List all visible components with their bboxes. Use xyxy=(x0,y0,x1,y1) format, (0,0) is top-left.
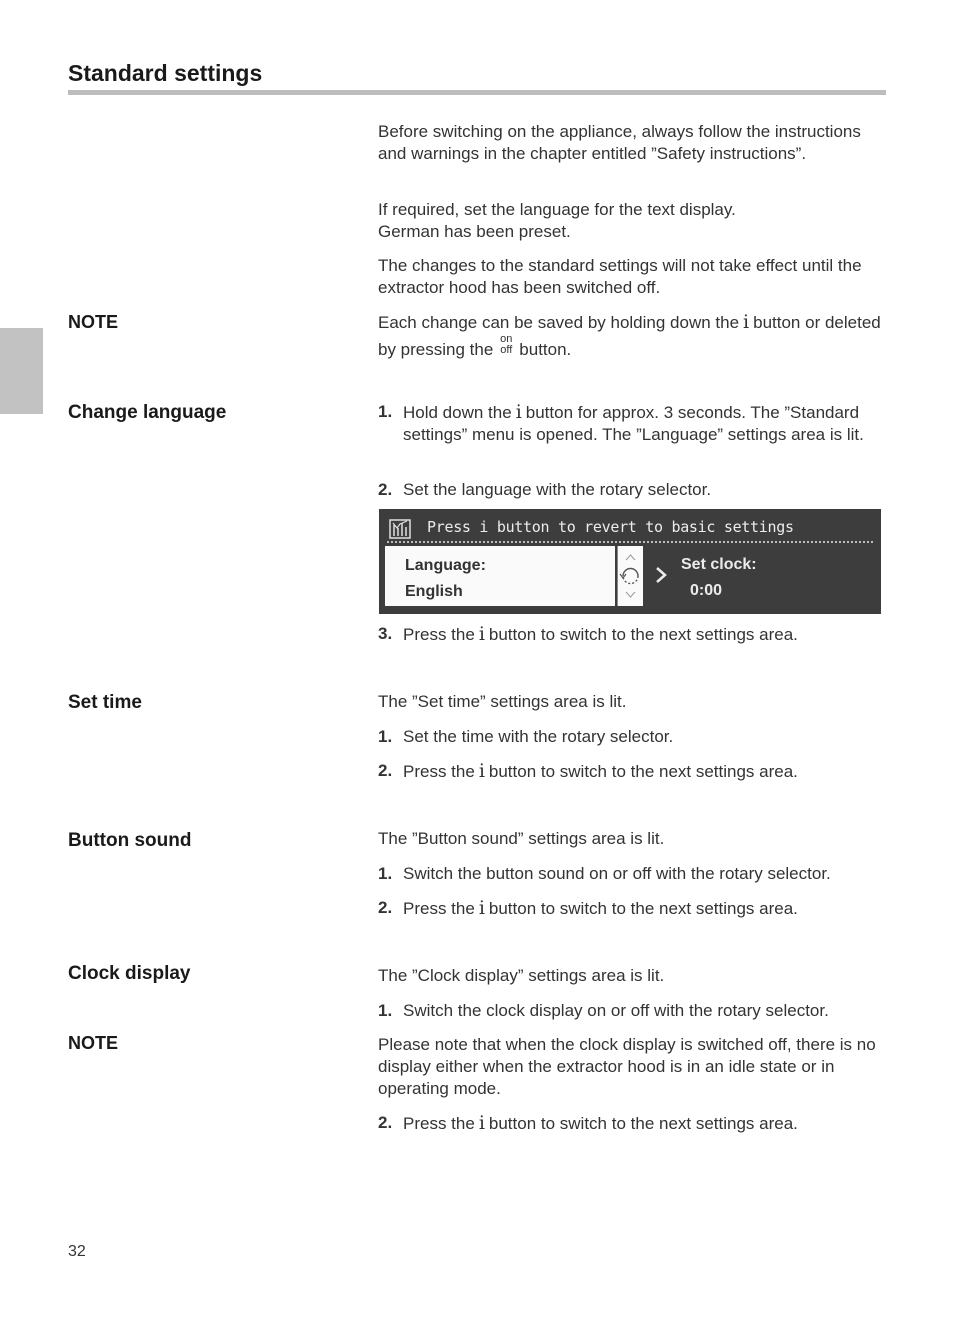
step-number: 2. xyxy=(378,1113,393,1132)
info-button-icon: i xyxy=(478,623,485,645)
note-save-delete xyxy=(378,311,888,361)
step-text-a: Press the xyxy=(403,899,475,918)
note-text-b: button or deleted by pressing the xyxy=(378,313,881,359)
set-time-step-1 xyxy=(378,726,888,748)
set-time-intro: The ”Set time” settings area is lit. xyxy=(378,692,627,711)
intro-safety-paragraph: Before switching on the appliance, always follow the instructions and warnings in the chapter entitled ”Safety instructions”. xyxy=(378,122,861,163)
step-text-b: button to switch to the next settings area. xyxy=(488,625,798,644)
settings-icon xyxy=(389,519,411,539)
language-label: Language: xyxy=(405,557,486,574)
intro-language-line1: If required, set the language for the text display. xyxy=(378,200,736,219)
step-number: 2. xyxy=(378,898,393,917)
change-language-step-1 xyxy=(378,401,888,446)
on-label: on xyxy=(500,333,513,345)
intro-language-paragraph xyxy=(378,199,888,243)
info-button-icon: i xyxy=(478,897,485,919)
display-message: Press i button to revert to basic settings xyxy=(427,518,794,536)
info-button-icon: i xyxy=(515,401,522,423)
intro-changes-paragraph: The changes to the standard settings will not take effect until the extractor hood has been switched off. xyxy=(378,256,862,297)
language-value: English xyxy=(405,583,463,600)
change-language-step-2 xyxy=(378,479,888,501)
step-number: 1. xyxy=(378,727,393,746)
next-setting-value: 0:00 xyxy=(690,582,723,599)
step-number: 1. xyxy=(378,402,393,421)
note-heading: NOTE xyxy=(68,312,119,332)
clock-display-step-2 xyxy=(378,1112,888,1135)
step-text: Set the language with the rotary selector. xyxy=(403,480,712,499)
step-text: Switch the button sound on or off with the rotary selector. xyxy=(403,864,831,883)
section-tab-marker xyxy=(0,328,43,414)
on-off-button-icon xyxy=(497,334,515,356)
step-text-a: Press the xyxy=(403,1114,475,1133)
control-display-panel xyxy=(379,509,881,614)
step-text-a: Press the xyxy=(403,762,475,781)
step-text-b: button to switch to the next settings area. xyxy=(488,762,798,781)
step-text-b: button for approx. 3 seconds. The ”Standard settings” menu is opened. The ”Language” settings area is lit. xyxy=(403,403,864,444)
step-number: 2. xyxy=(378,761,393,780)
clock-display-heading: Clock display xyxy=(68,963,191,984)
rotary-selector-icon xyxy=(617,546,643,606)
set-time-step-2 xyxy=(378,760,888,783)
chevron-right-icon xyxy=(653,565,669,585)
title-rule xyxy=(68,90,886,95)
info-button-icon: i xyxy=(478,760,485,782)
step-number: 2. xyxy=(378,480,393,499)
button-sound-heading: Button sound xyxy=(68,830,192,851)
clock-display-step-1 xyxy=(378,1000,888,1022)
button-sound-intro: The ”Button sound” settings area is lit. xyxy=(378,829,665,848)
step-text: Set the time with the rotary selector. xyxy=(403,727,674,746)
language-setting-area xyxy=(385,546,615,606)
page-number: 32 xyxy=(68,1243,86,1260)
step-number: 3. xyxy=(378,624,393,643)
set-time-heading: Set time xyxy=(68,692,142,713)
note-text-a: Each change can be saved by holding down the xyxy=(378,313,740,332)
step-text: Switch the clock display on or off with the rotary selector. xyxy=(403,1001,829,1020)
step-text-a: Hold down the xyxy=(403,403,512,422)
button-sound-step-1 xyxy=(378,863,888,885)
button-sound-step-2 xyxy=(378,897,888,920)
step-number: 1. xyxy=(378,864,393,883)
next-setting-label: Set clock: xyxy=(681,556,757,573)
info-button-icon: i xyxy=(478,1112,485,1134)
step-number: 1. xyxy=(378,1001,393,1020)
page-title: Standard settings xyxy=(68,60,263,86)
note-text-c: button. xyxy=(519,340,572,359)
step-text-a: Press the xyxy=(403,625,475,644)
clock-display-intro: The ”Clock display” settings area is lit. xyxy=(378,966,665,985)
clock-display-note: Please note that when the clock display is switched off, there is no display either when the extractor hood is in an idle state or in operating mode. xyxy=(378,1035,876,1098)
change-language-heading: Change language xyxy=(68,402,227,423)
note-heading-2: NOTE xyxy=(68,1033,119,1053)
step-text-b: button to switch to the next settings area. xyxy=(488,899,798,918)
intro-language-line2: German has been preset. xyxy=(378,222,571,241)
display-divider xyxy=(387,541,873,543)
step-text-b: button to switch to the next settings area. xyxy=(488,1114,798,1133)
off-label: off xyxy=(500,344,513,356)
change-language-step-3 xyxy=(378,623,888,646)
info-button-icon: i xyxy=(743,311,750,333)
